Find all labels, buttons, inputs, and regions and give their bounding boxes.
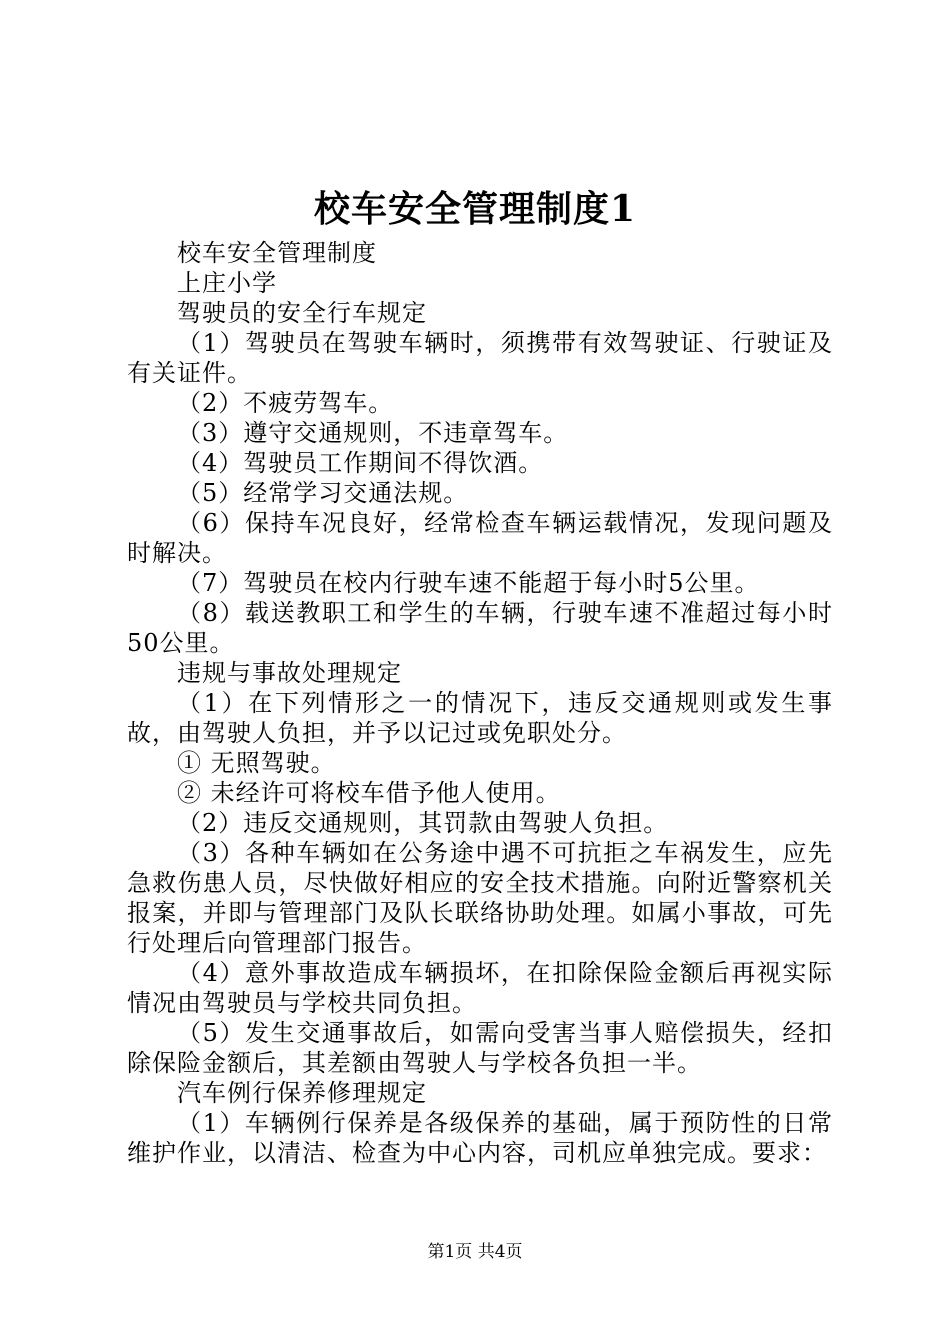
paragraph: （8）载送教职工和学生的车辆，行驶车速不准超过每小时50公里。 bbox=[127, 599, 833, 657]
paragraph: （3）各种车辆如在公务途中遇不可抗拒之车祸发生，应先急救伤患人员，尽快做好相应的安全技术措施。向附近警察机关报案，并即与管理部门及队长联络协助处理。如属小事故，可先行处理后向管理部门报告。 bbox=[127, 839, 833, 957]
paragraph: （4）意外事故造成车辆损坏，在扣除保险金额后再视实际情况由驾驶员与学校共同负担。 bbox=[127, 959, 833, 1017]
paragraph: （3）遵守交通规则，不违章驾车。 bbox=[177, 419, 569, 447]
paragraph: ① 无照驾驶。 bbox=[177, 749, 336, 777]
paragraph: 校车安全管理制度 bbox=[177, 239, 377, 267]
paragraph: （1）车辆例行保养是各级保养的基础，属于预防性的日常维护作业，以清洁、检查为中心内容，司机应单独完成。要求： bbox=[127, 1109, 833, 1167]
paragraph: （4）驾驶员工作期间不得饮酒。 bbox=[177, 449, 544, 477]
section-heading: 违规与事故处理规定 bbox=[177, 659, 402, 687]
page-number: 第1页 bbox=[427, 1242, 473, 1262]
paragraph: （5）经常学习交通法规。 bbox=[177, 479, 469, 507]
document-body bbox=[127, 238, 833, 1168]
paragraph: ② 未经许可将校车借予他人使用。 bbox=[177, 779, 561, 807]
page-total: 共4页 bbox=[477, 1242, 523, 1262]
paragraph: （2）违反交通规则，其罚款由驾驶人负担。 bbox=[177, 809, 669, 837]
section-heading: 驾驶员的安全行车规定 bbox=[177, 299, 427, 327]
paragraph: （5）发生交通事故后，如需向受害当事人赔偿损失，经扣除保险金额后，其差额由驾驶人与学校各负担一半。 bbox=[127, 1019, 833, 1077]
paragraph: （7）驾驶员在校内行驶车速不能超于每小时5公里。 bbox=[177, 569, 760, 597]
section-heading: 汽车例行保养修理规定 bbox=[177, 1079, 427, 1107]
paragraph: （2）不疲劳驾车。 bbox=[177, 389, 394, 417]
page-footer bbox=[0, 1240, 950, 1264]
document-title: 校车安全管理制度1 bbox=[313, 188, 637, 230]
paragraph: （1）驾驶员在驾驶车辆时，须携带有效驾驶证、行驶证及有关证件。 bbox=[127, 329, 833, 387]
paragraph: 上庄小学 bbox=[177, 269, 277, 297]
paragraph: （6）保持车况良好，经常检查车辆运载情况，发现问题及时解决。 bbox=[127, 509, 833, 567]
paragraph: （1）在下列情形之一的情况下，违反交通规则或发生事故，由驾驶人负担，并予以记过或免职处分。 bbox=[127, 689, 833, 747]
